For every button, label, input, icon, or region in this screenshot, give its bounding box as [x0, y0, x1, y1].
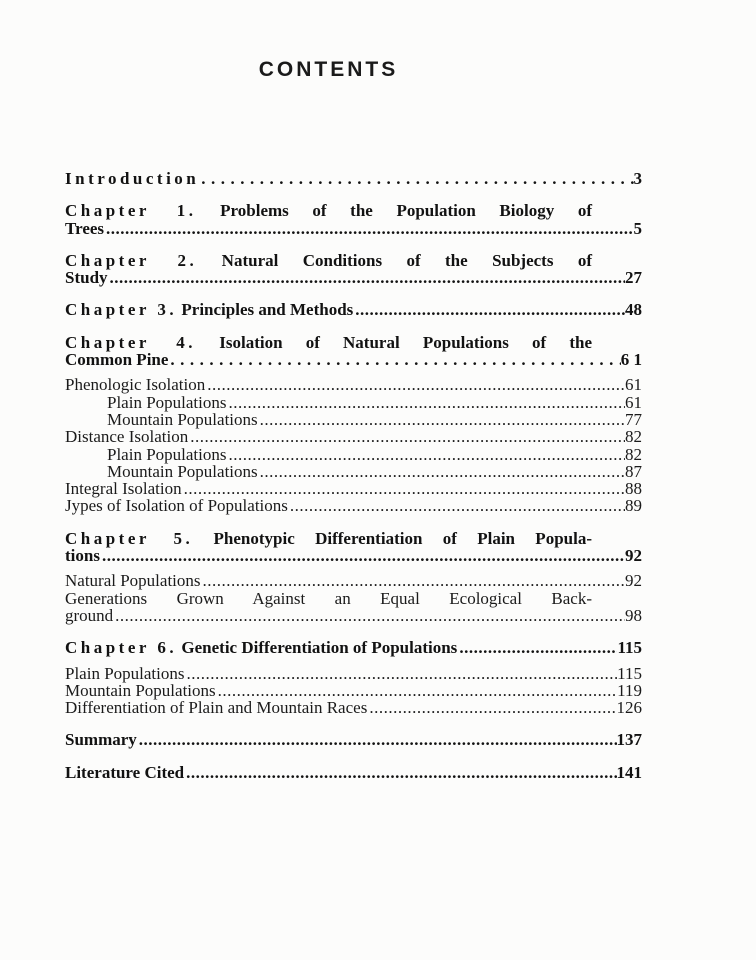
entry-continuation: Trees: [65, 218, 105, 238]
entry-continuation: Common Pine: [65, 350, 169, 370]
entry-heading-line: [65, 252, 592, 269]
toc-entry: [65, 334, 642, 369]
dot-leader: [186, 764, 616, 781]
page-title: CONTENTS: [258, 58, 399, 81]
page-number: 119: [617, 680, 642, 700]
entry-label: [65, 665, 184, 682]
entry-label: [65, 572, 201, 589]
page-number: 61: [625, 375, 642, 395]
page-number: 3: [633, 169, 642, 188]
dot-leader: [369, 699, 616, 716]
entry-label: [65, 731, 137, 748]
dot-leader: [106, 220, 633, 237]
entry-heading-line: [65, 530, 592, 547]
page-number: 88: [625, 479, 642, 499]
entry-row: [65, 497, 642, 514]
entry-label: [65, 170, 199, 187]
toc-entry: [65, 428, 642, 445]
toc-entry: [65, 665, 642, 682]
entry-title: Plain Populations: [107, 392, 227, 412]
entry-row: [65, 639, 642, 656]
entry-title: Plain Populations: [65, 663, 185, 683]
dot-leader: [110, 269, 625, 286]
page-number: 82: [625, 444, 642, 464]
dot-leader: [190, 428, 625, 445]
entry-title: Problems of the Population Biology of: [220, 201, 593, 221]
chapter-prefix: Introduction: [65, 169, 200, 188]
entry-heading-line: [65, 334, 592, 351]
page-number: 82: [625, 427, 642, 447]
entry-title: Phenologic Isolation: [65, 375, 206, 395]
entry-label: [65, 333, 592, 352]
chapter-prefix: Chapter 6.: [65, 638, 178, 658]
toc-entry: [65, 590, 642, 625]
entry-label: [65, 480, 182, 497]
entry-title: Principles and Methods: [181, 300, 354, 320]
page-number: 92: [625, 571, 642, 591]
entry-title: Literature Cited: [65, 762, 185, 782]
page-number: 61: [625, 392, 642, 412]
chapter-prefix: Chapter 3.: [65, 300, 178, 320]
toc-entry: [65, 480, 642, 497]
toc-entry: [65, 301, 642, 318]
toc-entry: [65, 376, 642, 393]
dot-leader: [207, 376, 625, 393]
entry-row: [65, 376, 642, 393]
entry-title: Plain Populations: [107, 444, 227, 464]
entry-row: [65, 411, 642, 428]
toc-entry: [65, 252, 642, 287]
entry-row: [65, 269, 642, 286]
dot-leader: [203, 572, 625, 589]
dot-leader: [459, 639, 617, 656]
page-number: 5: [633, 218, 642, 238]
entry-label: [65, 497, 288, 514]
toc-entry: [65, 497, 642, 514]
entry-label: [65, 699, 367, 716]
entry-row: [65, 572, 642, 589]
page-number: 126: [616, 698, 642, 718]
dot-leader: [260, 463, 625, 480]
entry-row: [65, 428, 642, 445]
dot-leader: [201, 170, 633, 187]
chapter-prefix: Chapter 4.: [65, 332, 197, 352]
entry-label: [65, 446, 226, 463]
entry-continuation: Study: [65, 268, 108, 288]
dot-leader: [290, 497, 625, 514]
entry-row: [65, 220, 642, 237]
entry-title: Differentiation of Plain and Mountain Races: [65, 698, 368, 718]
entry-label: [65, 639, 457, 656]
toc-entry: [65, 572, 642, 589]
entry-row: [65, 394, 642, 411]
entry-label: [65, 589, 592, 608]
toc-list: [65, 170, 642, 781]
dot-leader: [218, 682, 617, 699]
entry-row: [65, 764, 642, 781]
page-number: 141: [616, 762, 642, 782]
toc-entry: [65, 463, 642, 480]
page-number: 27: [625, 268, 642, 288]
entry-continuation: tions: [65, 546, 100, 566]
entry-continuation: ground: [65, 605, 114, 625]
entry-row: [65, 480, 642, 497]
chapter-prefix: Chapter 5.: [65, 528, 194, 548]
entry-label: [65, 376, 205, 393]
page-number: 77: [625, 409, 642, 429]
toc-entry: [65, 530, 642, 565]
toc-entry: [65, 170, 642, 187]
entry-label: [65, 251, 592, 270]
entry-title: Jypes of Isolation of Populations: [65, 496, 288, 516]
entry-label: [65, 463, 258, 480]
entry-title: Distance Isolation: [65, 427, 189, 447]
entry-label: [65, 428, 188, 445]
toc-entry: [65, 731, 642, 748]
entry-title: Mountain Populations: [65, 680, 216, 700]
entry-title: Natural Populations: [65, 571, 201, 591]
toc-entry: [65, 446, 642, 463]
page-number: 115: [617, 663, 642, 683]
dot-leader: [170, 351, 620, 368]
entry-row: [65, 446, 642, 463]
entry-label: [65, 394, 226, 411]
toc-entry: [65, 639, 642, 656]
page-number: 115: [617, 638, 642, 658]
entry-title: Integral Isolation: [65, 479, 182, 499]
dot-leader: [260, 411, 625, 428]
toc-entry: [65, 411, 642, 428]
page-number: 89: [625, 496, 642, 516]
entry-row: [65, 682, 642, 699]
entry-row: [65, 463, 642, 480]
entry-title: Isolation of Natural Populations of the: [219, 332, 592, 352]
entry-row: [65, 731, 642, 748]
dot-leader: [115, 607, 625, 624]
entry-label: [65, 201, 592, 220]
page-number: 137: [616, 730, 642, 750]
toc-entry: [65, 682, 642, 699]
entry-title: Mountain Populations: [107, 461, 258, 481]
entry-row: [65, 665, 642, 682]
entry-label: [65, 682, 216, 699]
entry-row: [65, 170, 642, 187]
toc-entry: [65, 394, 642, 411]
entry-title: Phenotypic Differentiation of Plain Popula-: [213, 528, 592, 548]
dot-leader: [184, 480, 625, 497]
dot-leader: [139, 731, 617, 748]
toc-entry: [65, 202, 642, 237]
page-number: 48: [625, 300, 642, 320]
entry-heading-line: [65, 590, 592, 607]
entry-heading-line: [65, 202, 592, 219]
entry-label: [65, 301, 353, 318]
dot-leader: [228, 394, 625, 411]
chapter-prefix: Chapter 1.: [65, 201, 197, 221]
chapter-prefix: Chapter 2.: [65, 250, 198, 270]
entry-row: [65, 547, 642, 564]
toc-entry: [65, 764, 642, 781]
entry-title: Summary: [65, 730, 137, 750]
entry-row: [65, 607, 642, 624]
entry-title: Genetic Differentiation of Populations: [181, 638, 458, 658]
entry-row: [65, 699, 642, 716]
entry-title: Generations Grown Against an Equal Ecological Back-: [65, 588, 592, 608]
page-number: 98: [625, 605, 642, 625]
entry-label: [65, 529, 592, 548]
entry-label: [65, 411, 258, 428]
entry-row: [65, 351, 642, 368]
page-number: 92: [625, 546, 642, 566]
dot-leader: [102, 547, 625, 564]
page-number: 87: [625, 461, 642, 481]
entry-title: Mountain Populations: [107, 409, 258, 429]
dot-leader: [355, 301, 625, 318]
dot-leader: [228, 446, 625, 463]
toc-entry: [65, 699, 642, 716]
page-number: 6 1: [620, 350, 642, 370]
dot-leader: [186, 665, 617, 682]
entry-row: [65, 301, 642, 318]
entry-title: Natural Conditions of the Subjects of: [221, 250, 593, 270]
entry-label: [65, 764, 184, 781]
